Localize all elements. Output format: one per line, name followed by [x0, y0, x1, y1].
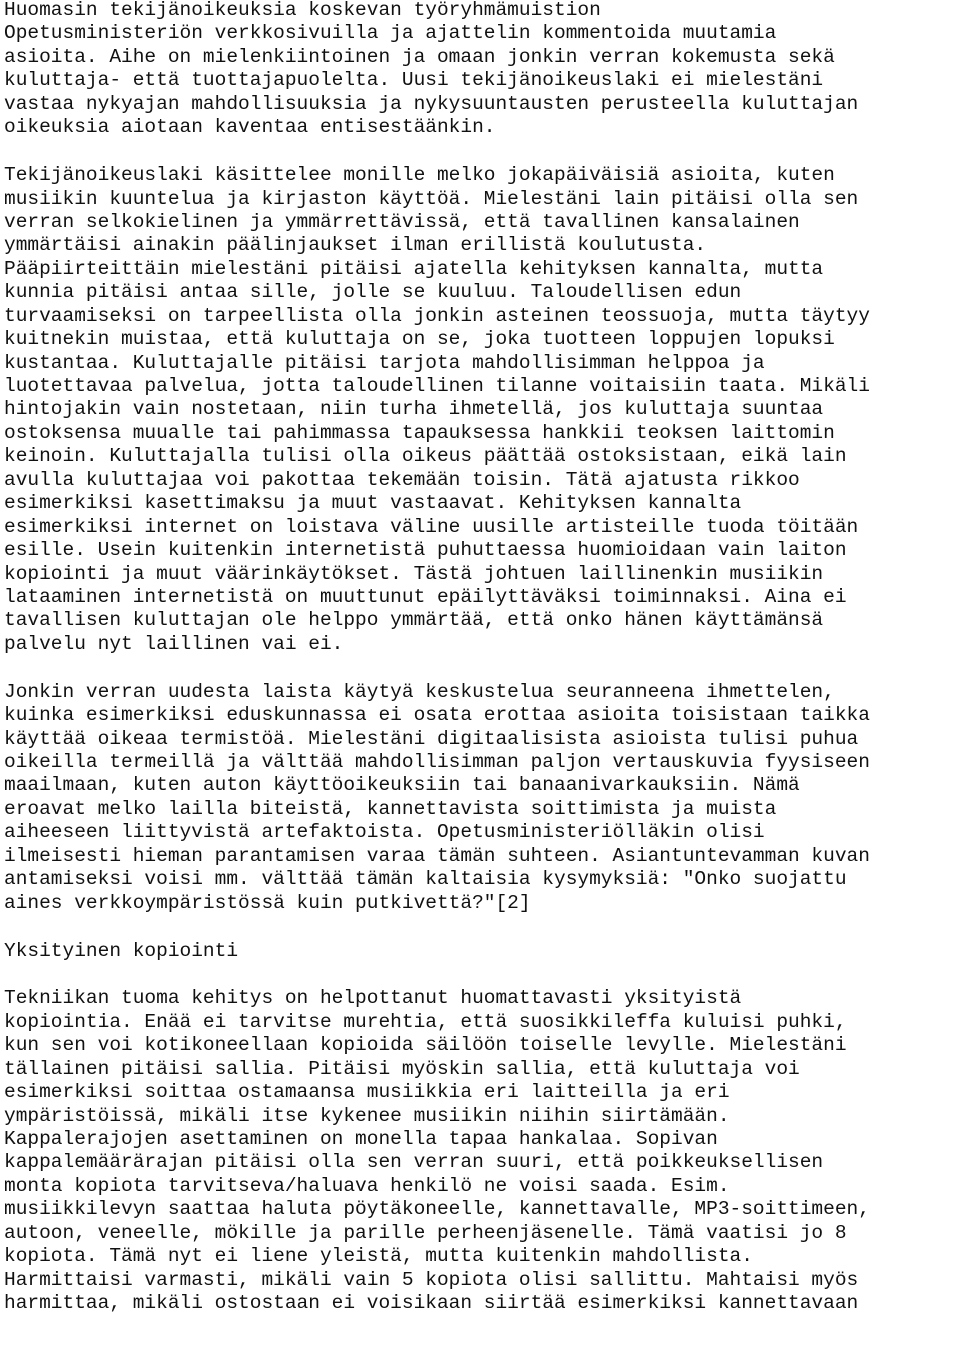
text-line: kuinka esimerkiksi eduskunnassa ei osata erottaa asioita toisistaan taikka	[4, 704, 870, 727]
intro-paragraph	[4, 0, 960, 140]
text-line: kopiointi ja muut väärinkäytökset. Tästä johtuen laillinenkin musiikin	[4, 562, 824, 585]
text-line: vastaa nykyajan mahdollisuuksia ja nykysuuntausten perusteella kuluttajan	[4, 92, 859, 115]
paragraph-spacer	[4, 963, 960, 987]
text-line: kopiointia. Enää ei tarvitse murehtia, että suosikkileffa kuluisi puhki,	[4, 1010, 847, 1033]
text-line: antamiseksi voisi mm. välttää tämän kaltaisia kysymyksiä: "Onko suojattu	[4, 868, 847, 891]
text-line: aines verkkoympäristössä kuin putkivettä?"[2]	[4, 891, 531, 914]
text-line: keinoin. Kuluttajalla tulisi olla oikeus päättää ostoksistaan, eikä lain	[4, 445, 847, 468]
text-line: asioita. Aihe on mielenkiintoinen ja omaan jonkin verran kokemusta sekä	[4, 45, 835, 68]
text-line: Huomasin tekijänoikeuksia koskevan työryhmämuistion	[4, 0, 601, 21]
paragraph-spacer	[4, 915, 960, 939]
paragraph-spacer	[4, 140, 960, 164]
text-line: ostoksensa muualle tai pahimmassa tapauksessa hankkii teoksen laittomin	[4, 421, 835, 444]
text-line: tällainen pitäisi sallia. Pitäisi myöskin sallia, että kuluttaja voi	[4, 1057, 800, 1080]
text-line: aiheeseen liittyvistä artefaktoista. Opetusministeriölläkin olisi	[4, 821, 765, 844]
paragraph-spacer	[4, 656, 960, 680]
text-line: kopiota. Tämä nyt ei liene yleistä, mutta kuitenkin mahdollista.	[4, 1245, 753, 1268]
text-line: palvelu nyt laillinen vai ei.	[4, 632, 344, 655]
text-line: tavallisen kuluttajan ole helppo ymmärtää, että onko hänen käyttämänsä	[4, 609, 824, 632]
text-line: käyttää oikeaa termistöä. Mielestäni digitaalisista asioista tulisi puhua	[4, 727, 859, 750]
text-line: Harmittaisi varmasti, mikäli vain 5 kopiota olisi sallittu. Mahtaisi myös	[4, 1268, 859, 1291]
text-line: Jonkin verran uudesta laista käytyä keskustelua seuranneena ihmettelen,	[4, 680, 835, 703]
text-line: avulla kuluttajaa voi pakottaa tekemään toisin. Tätä ajatusta rikkoo	[4, 468, 800, 491]
text-line: Tekniikan tuoma kehitys on helpottanut huomattavasti yksityistä	[4, 987, 742, 1010]
text-line: kuluttaja- että tuottajapuolelta. Uusi tekijänoikeuslaki ei mielestäni	[4, 69, 824, 92]
text-line: Kappalerajojen asettaminen on monella tapaa hankalaa. Sopivan	[4, 1128, 718, 1150]
section-heading-text: Yksityinen kopiointi	[4, 939, 239, 962]
text-line: oikeilla termeillä ja välttää mahdollisimman paljon vertauskuvia fyysiseen	[4, 751, 870, 773]
text-line: esimerkiksi soittaa ostamaansa musiikkia eri laitteilla ja eri	[4, 1081, 730, 1104]
text-line: ympäristöissä, mikäli itse kykenee musiikin niihin siirtämään.	[4, 1104, 730, 1127]
text-line: esimerkiksi kasettimaksu ja muut vastaavat. Kehityksen kannalta	[4, 492, 742, 515]
text-line: autoon, veneelle, mökille ja parille perheenjäsenelle. Tämä vaatisi jo 8	[4, 1221, 847, 1244]
text-line: kuitnekin muistaa, että kuluttaja on se, joka tuotteen loppujen lopuksi	[4, 328, 835, 351]
text-line: harmittaa, mikäli ostostaan ei voisikaan siirtää esimerkiksi kannettavaan	[4, 1292, 859, 1315]
text-line: kun sen voi kotikoneellaan kopioida säilöön toiselle levylle. Mielestäni	[4, 1034, 847, 1057]
section-heading	[4, 939, 960, 963]
text-line: maailmaan, kuten auton käyttöoikeuksiin tai banaanivarkauksiin. Nämä	[4, 774, 800, 797]
text-line: luotettavaa palvelua, jotta taloudellinen tilanne voitaisiin taata. Mikäli	[4, 375, 870, 397]
text-line: hintojakin vain nostetaan, niin turha ihmetellä, jos kuluttaja suuntaa	[4, 398, 824, 421]
text-line: musiikkilevyn saattaa haluta pöytäkoneelle, kannettavalle, MP3-soittimeen,	[4, 1198, 870, 1221]
text-line: esimerkiksi internet on loistava väline uusille artisteille tuoda töitään	[4, 515, 859, 538]
private-copying-paragraph	[4, 986, 960, 1315]
text-line: eroavat melko lailla biteistä, kannettavista soittimista ja muista	[4, 797, 777, 820]
text-line: kunnia pitäisi antaa sille, jolle se kuuluu. Taloudellisen edun	[4, 281, 742, 304]
text-line: ilmeisesti hieman parantamisen varaa tämän suhteen. Asiantuntevamman kuvan	[4, 844, 870, 867]
text-line: esille. Usein kuitenkin internetistä puhuttaessa huomioidaan vain laiton	[4, 539, 847, 562]
text-line: musiikin kuuntelua ja kirjaston käyttöä. Mielestäni lain pitäisi olla sen	[4, 187, 859, 210]
terminology-paragraph	[4, 680, 960, 915]
text-line: oikeuksia aiotaan kaventaa entisestäänkin.	[4, 116, 496, 139]
text-line: ymmärtäisi ainakin päälinjaukset ilman erillistä koulutusta.	[4, 234, 707, 257]
text-line: Pääpiirteittäin mielestäni pitäisi ajatella kehityksen kannalta, mutta	[4, 257, 824, 280]
text-line: turvaamiseksi on tarpeellista olla jonkin asteinen teossuoja, mutta täytyy	[4, 304, 870, 327]
text-line: verran selkokielinen ja ymmärrettävissä, että tavallinen kansalainen	[4, 210, 800, 233]
text-line: monta kopiota tarvitseva/haluava henkilö ne voisi saada. Esim.	[4, 1174, 730, 1197]
text-line: Tekijänoikeuslaki käsittelee monille melko jokapäiväisiä asioita, kuten	[4, 164, 835, 187]
text-line: kappalemäärärajan pitäisi olla sen verran suuri, että poikkeuksellisen	[4, 1151, 824, 1174]
text-line: kustantaa. Kuluttajalle pitäisi tarjota mahdollisimman helppoa ja	[4, 351, 765, 374]
text-line: lataaminen internetistä on muuttunut epäilyttäväksi toiminnaksi. Aina ei	[4, 585, 847, 608]
everyday-matters-paragraph	[4, 163, 960, 656]
text-line: Opetusministeriön verkkosivuilla ja ajattelin kommentoida muutamia	[4, 22, 777, 45]
